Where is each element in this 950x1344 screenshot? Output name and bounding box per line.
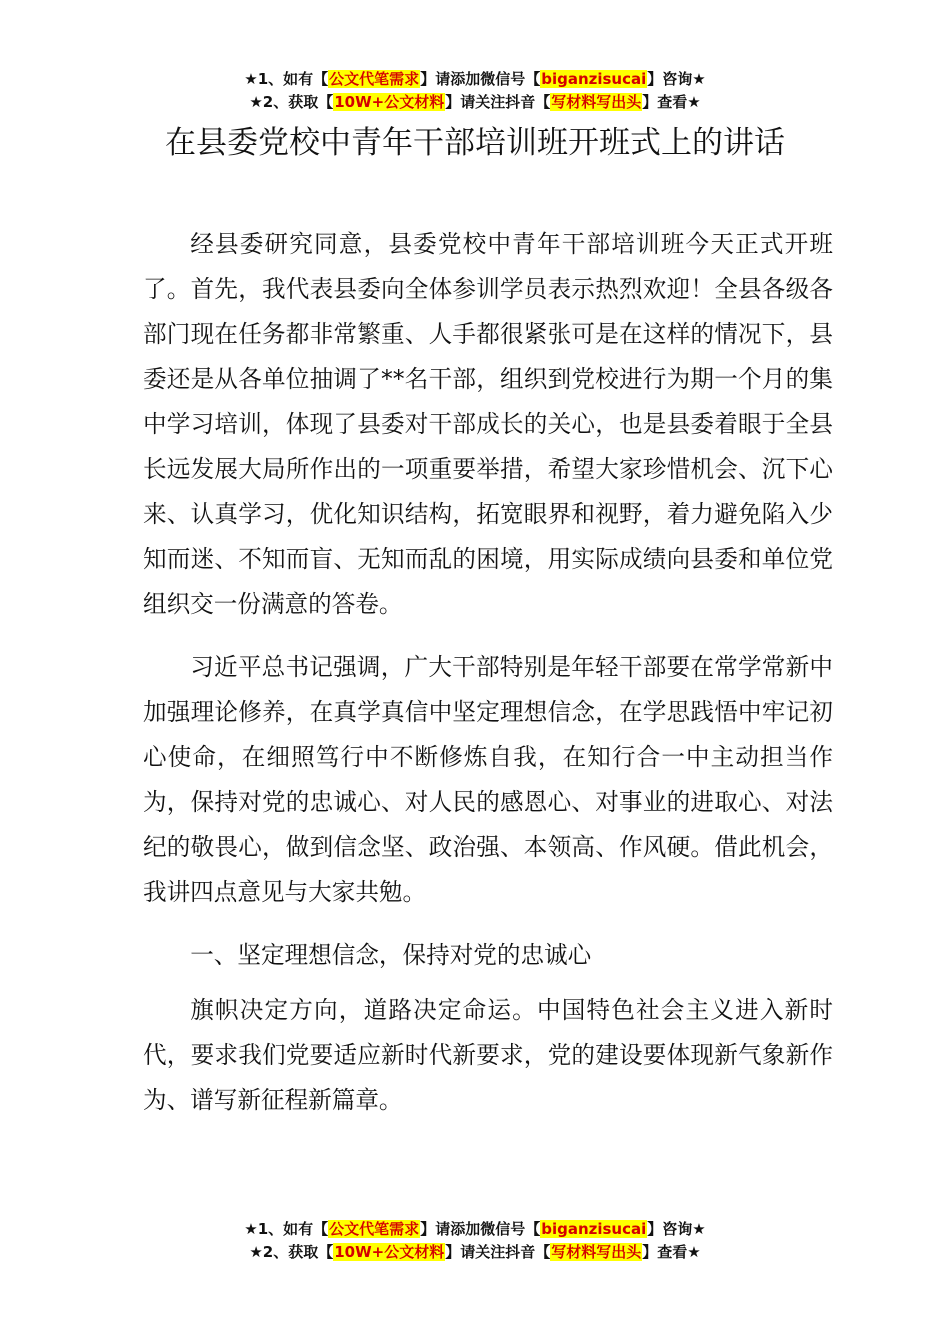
banner-text: 】请添加微信号【 (420, 70, 541, 88)
banner-highlight: 10W+公文材料 (334, 1243, 445, 1261)
banner-text: ★1、如有【 (244, 70, 329, 88)
banner-text: ★2、获取【 (249, 1243, 334, 1261)
banner-highlight: 写材料写出头 (551, 1243, 642, 1261)
banner-text: ★1、如有【 (244, 1220, 329, 1238)
banner-highlight: 10W+公文材料 (334, 93, 445, 111)
section-heading: 一、坚定理想信念，保持对党的忠诚心 (190, 941, 592, 969)
body-paragraph: 习近平总书记强调，广大干部特别是年轻干部要在常学常新中加强理论修养，在真学真信中坚定理想信念，在学思践悟中牢记初心使命，在细照笃行中不断修炼自我，在知行合一中主动担当作为，保持对党的忠诚心、对人民的感恩心、对事业的进取心、对法纪的敬畏心，做到信念坚、政治强、本领高、作风硬。借此机会，我讲四点意见与大家共勉。 (143, 653, 833, 906)
banner-highlight: 公文代笔需求 (329, 70, 420, 88)
footer-banner (0, 1218, 950, 1264)
banner-line-1 (0, 68, 950, 91)
banner-highlight: 写材料写出头 (551, 93, 642, 111)
banner-line-2 (0, 1241, 950, 1264)
banner-line-1 (0, 1218, 950, 1241)
document-body (143, 222, 833, 1141)
banner-text: 】咨询★ (647, 70, 706, 88)
banner-text: 】请关注抖音【 (445, 93, 551, 111)
body-paragraph: 旗帜决定方向，道路决定命运。中国特色社会主义进入新时代，要求我们党要适应新时代新要求，党的建设要体现新气象新作为、谱写新征程新篇章。 (143, 996, 833, 1114)
header-banner (0, 68, 950, 114)
banner-highlight: biganzisucai (541, 70, 647, 88)
banner-highlight: biganzisucai (541, 1220, 647, 1238)
banner-highlight: 公文代笔需求 (329, 1220, 420, 1238)
document-title: 在县委党校中青年干部培训班开班式上的讲话 (165, 125, 785, 161)
banner-text: 】咨询★ (647, 1220, 706, 1238)
banner-text: 】查看★ (642, 93, 701, 111)
banner-line-2 (0, 91, 950, 114)
body-paragraph: 经县委研究同意，县委党校中青年干部培训班今天正式开班了。首先，我代表县委向全体参训学员表示热烈欢迎！全县各级各部门现在任务都非常繁重、人手都很紧张可是在这样的情况下，县委还是从各单位抽调了**名干部，组织到党校进行为期一个月的集中学习培训，体现了县委对干部成长的关心，也是县委着眼于全县长远发展大局所作出的一项重要举措，希望大家珍惜机会、沉下心来、认真学习，优化知识结构，拓宽眼界和视野，着力避免陷入少知而迷、不知而盲、无知而乱的困境，用实际成绩向县委和单位党组织交一份满意的答卷。 (143, 230, 833, 618)
banner-text: 】查看★ (642, 1243, 701, 1261)
banner-text: 】请关注抖音【 (445, 1243, 551, 1261)
banner-text: 】请添加微信号【 (420, 1220, 541, 1238)
banner-text: ★2、获取【 (249, 93, 334, 111)
